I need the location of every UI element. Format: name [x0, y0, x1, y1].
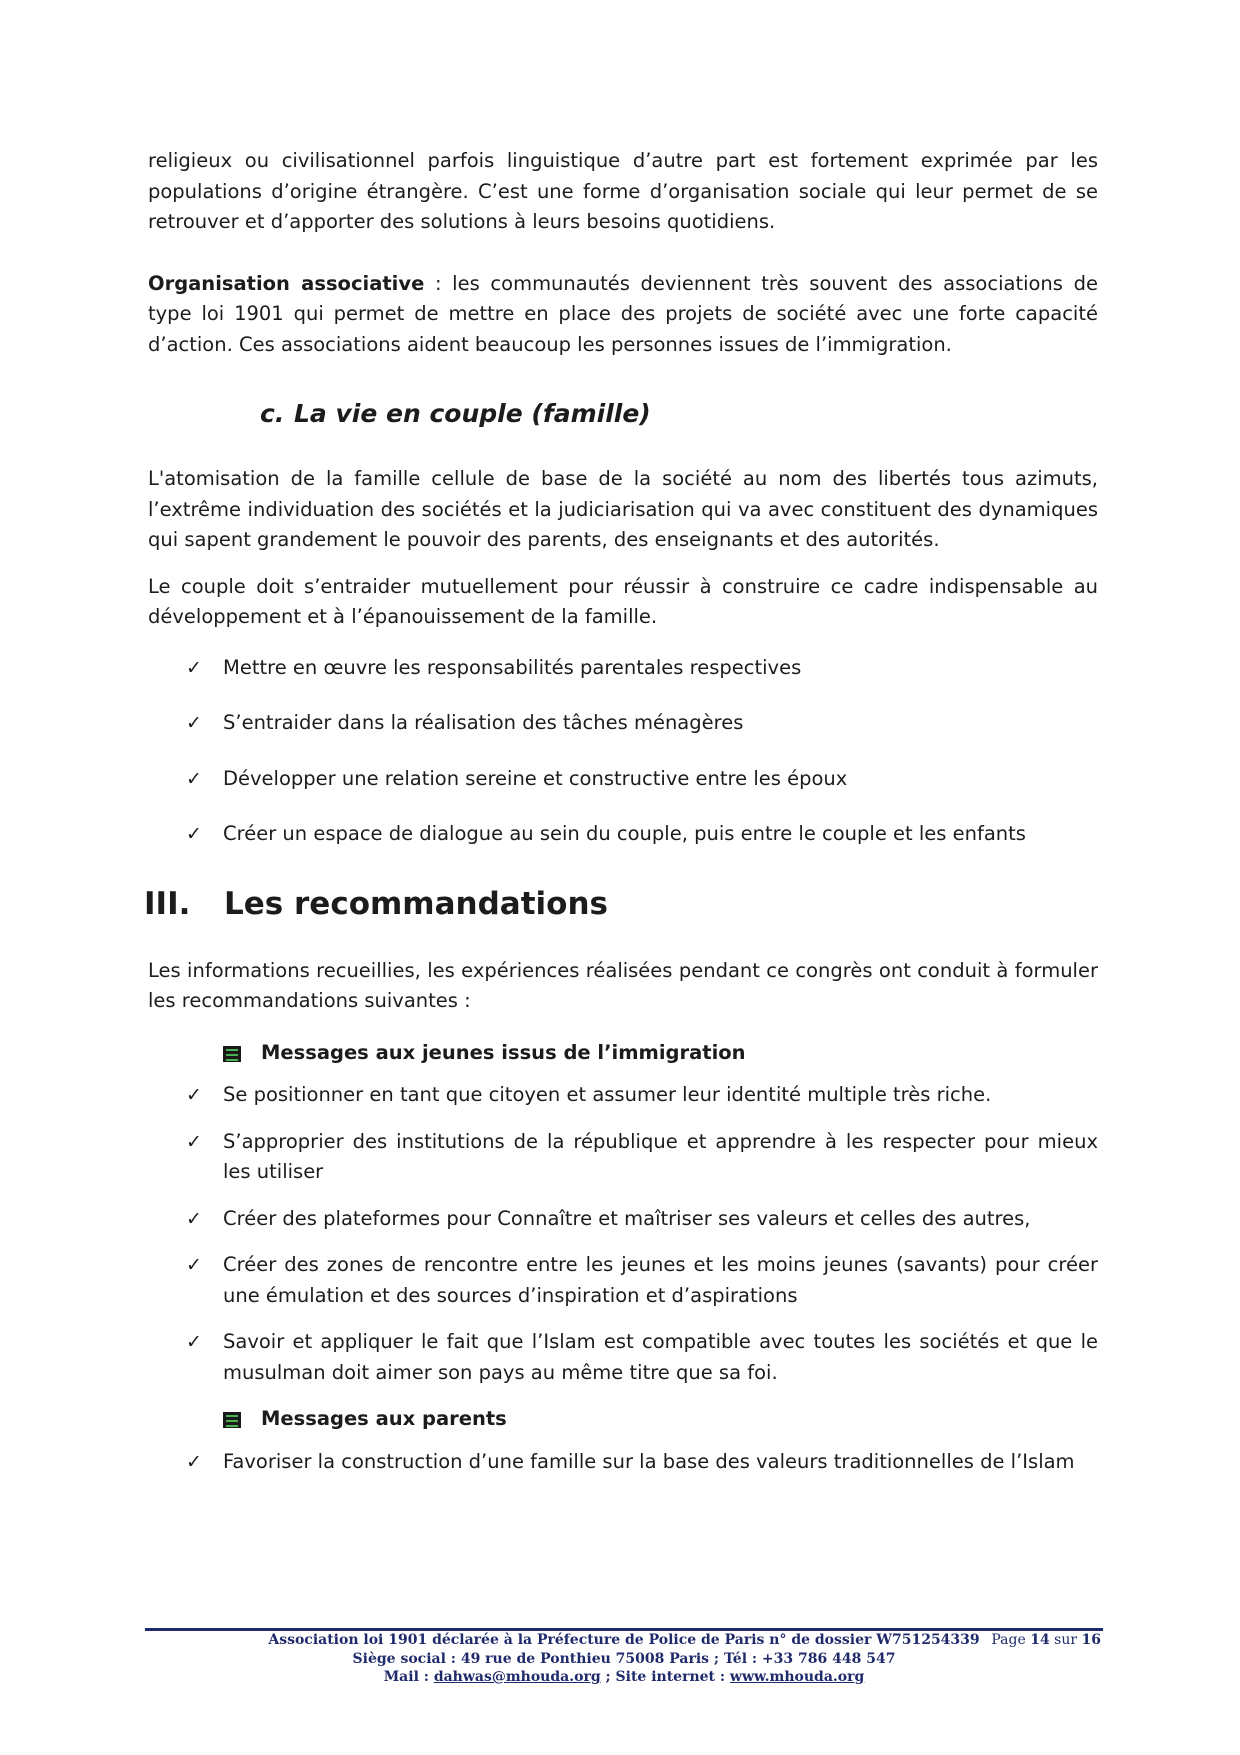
- list-item-text: Créer un espace de dialogue au sein du couple, puis entre le couple et les enfants: [223, 822, 1026, 845]
- youth-checklist: [148, 1080, 1098, 1388]
- website-link[interactable]: www.mhouda.org: [729, 1669, 865, 1685]
- page-content: [144, 146, 1098, 1493]
- paragraph-couple: Le couple doit s’entraider mutuellement pour réussir à construire ce cadre indispensable au développement et à l’épanouissement de la famille.: [148, 574, 1098, 628]
- checkmark-icon: ✓: [186, 712, 202, 734]
- footer-line-contact: Mail : dahwas@mhouda.org ; Site internet : www.mhouda.org: [383, 1669, 865, 1685]
- list-item: [148, 1447, 1098, 1478]
- list-item: [148, 1080, 1098, 1111]
- parents-heading-text: Messages aux parents: [261, 1407, 507, 1430]
- subsection-letter: c.: [260, 399, 285, 428]
- section-title: Les recommandations: [224, 885, 608, 922]
- footer-association-text: Association loi 1901 déclarée à la Préfecture de Police de Paris n° de dossier W751254339: [268, 1632, 980, 1648]
- parents-messages-heading: [223, 1404, 1098, 1435]
- list-item-text: Mettre en œuvre les responsabilités parentales respectives: [223, 655, 802, 679]
- list-item-text: Se positionner en tant que citoyen et assumer leur identité multiple très riche.: [223, 1083, 992, 1106]
- email-link[interactable]: dahwas@mhouda.org: [433, 1669, 601, 1685]
- checkmark-icon: ✓: [186, 823, 202, 845]
- list-item: [148, 764, 1098, 795]
- section-number: III.: [144, 885, 191, 922]
- page-footer: [145, 1631, 1103, 1687]
- section-heading: [144, 884, 1094, 924]
- bullet-square-icon: [223, 1046, 241, 1062]
- list-item: [148, 1327, 1098, 1388]
- paragraph-organisation-label: Organisation associative: [148, 271, 425, 295]
- list-item: [148, 819, 1098, 850]
- list-item-text: Savoir et appliquer le fait que l’Islam est compatible avec toutes les sociétés et que le musulman doit aimer son pays au même titre que sa foi.: [223, 1330, 1098, 1384]
- list-item-text: Créer des plateformes pour Connaître et maîtriser ses valeurs et celles des autres,: [223, 1206, 1031, 1230]
- youth-messages-heading: [223, 1038, 1098, 1069]
- checkmark-icon: ✓: [186, 1130, 202, 1153]
- page-current: 14: [1030, 1632, 1050, 1648]
- list-item: [148, 708, 1098, 739]
- list-item-text: Favoriser la construction d’une famille sur la base des valeurs traditionnelles de l’Islam: [223, 1449, 1075, 1473]
- checkmark-icon: ✓: [186, 1450, 202, 1473]
- parents-checklist: [148, 1447, 1098, 1478]
- youth-heading-text: Messages aux jeunes issus de l’immigration: [261, 1040, 746, 1064]
- page-total: 16: [1081, 1632, 1101, 1648]
- checkmark-icon: ✓: [186, 656, 202, 679]
- list-item: [148, 1204, 1098, 1235]
- list-item: [148, 1127, 1098, 1188]
- paragraph-recommendations-intro: Les informations recueillies, les expériences réalisées pendant ce congrès ont conduit à formuler les recommandations suivantes :: [148, 958, 1098, 1012]
- list-item-text: Créer des zones de rencontre entre les jeunes et les moins jeunes (savants) pour créer une émulation et des sources d’inspiration et d’aspirations: [223, 1253, 1098, 1307]
- footer-line-association: [145, 1631, 1103, 1650]
- page-number: Page 14 sur 16: [991, 1632, 1101, 1648]
- checkmark-icon: ✓: [186, 1207, 202, 1230]
- list-item: [148, 653, 1098, 684]
- paragraph-intro: religieux ou civilisationnel parfois linguistique d’autre part est fortement exprimée par les populations d’origine étrangère. C’est une forme d’organisation sociale qui leur permet de se retrouver et d’apporter des solutions à leurs besoins quotidiens.: [148, 149, 1098, 233]
- paragraph-organisation: [148, 269, 1098, 361]
- footer-line-address: Siège social : 49 rue de Ponthieu 75008 Paris ; Tél : +33 786 448 547: [352, 1650, 896, 1667]
- list-item-text: Développer une relation sereine et constructive entre les époux: [223, 766, 848, 790]
- couple-checklist: [148, 653, 1098, 850]
- checkmark-icon: ✓: [186, 1254, 202, 1276]
- list-item: [148, 1250, 1098, 1311]
- paragraph-organisation-text: : les communautés deviennent très souvent des associations de type loi 1901 qui permet de mettre en place des projets de société avec une forte capacité d’action. Ces associations aident beaucoup les personnes issues de l’immigration.: [148, 271, 1098, 356]
- checkmark-icon: ✓: [186, 1331, 202, 1353]
- list-item-text: S’entraider dans la réalisation des tâches ménagères: [223, 711, 744, 734]
- checkmark-icon: ✓: [186, 1084, 202, 1106]
- list-item-text: S’approprier des institutions de la république et apprendre à les respecter pour mieux les utiliser: [223, 1129, 1098, 1183]
- bullet-square-icon: [223, 1412, 241, 1428]
- subsection-heading: [260, 396, 1098, 432]
- paragraph-atomisation: L'atomisation de la famille cellule de base de la société au nom des libertés tous azimuts, l’extrême individuation des sociétés et la judiciarisation qui va avec constituent des dynamiques qui sapent grandement le pouvoir des parents, des enseignants et des autorités.: [148, 467, 1098, 551]
- checkmark-icon: ✓: [186, 767, 202, 790]
- subsection-title: La vie en couple (famille): [294, 399, 651, 428]
